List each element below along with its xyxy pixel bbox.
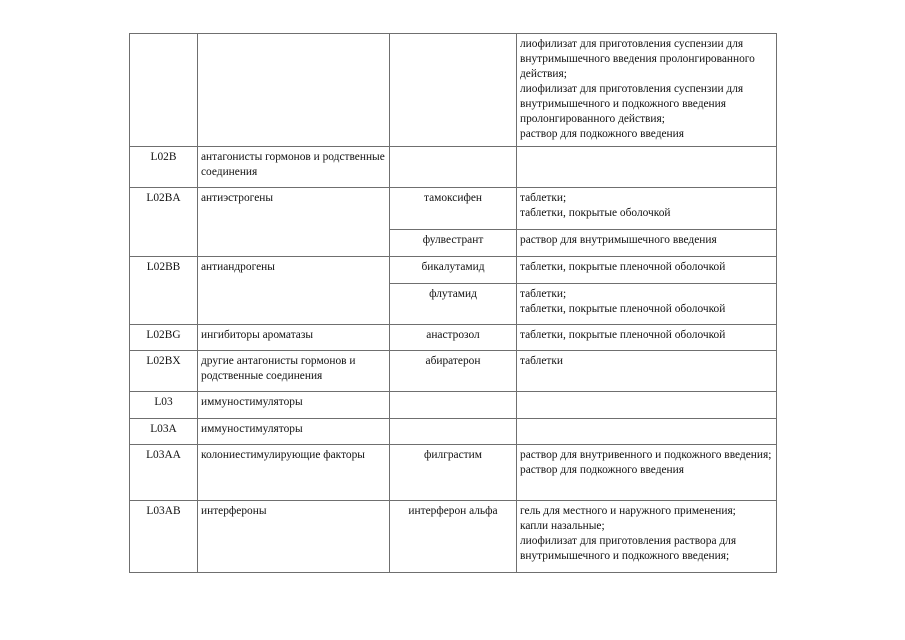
group-cell: колониестимулирующие факторы <box>198 445 390 501</box>
atc-code-cell: L03AB <box>130 501 198 573</box>
table-row <box>130 34 777 147</box>
dosage-form: таблетки <box>520 355 564 367</box>
dosage-form: таблетки, покрытые пленочной оболочкой <box>520 261 726 273</box>
atc-code-cell: L02BB <box>130 257 198 325</box>
group-cell: интерфероны <box>198 501 390 573</box>
group-cell: антиандрогены <box>198 257 390 325</box>
atc-code-cell: L03 <box>130 392 198 419</box>
table-row <box>130 419 777 445</box>
drug-name-cell <box>390 419 517 445</box>
table-row <box>130 147 777 188</box>
table-row <box>130 501 777 573</box>
group-cell: антиэстрогены <box>198 188 390 257</box>
table-row <box>130 325 777 351</box>
drug-name-cell: флутамид <box>390 284 517 325</box>
group-cell: другие антагонисты гормонов и родственные соединения <box>198 351 390 392</box>
dosage-forms-cell <box>517 351 777 392</box>
atc-code-cell <box>130 34 198 147</box>
atc-code-cell: L02BX <box>130 351 198 392</box>
atc-code-cell: L02BA <box>130 188 198 257</box>
dosage-forms-cell <box>517 188 777 230</box>
drug-name-cell: абиратерон <box>390 351 517 392</box>
dosage-form: лиофилизат для приготовления суспензии для внутримышечного и подкожного введения пролонгированного действия; <box>520 83 744 125</box>
table-row <box>130 392 777 419</box>
dosage-form: раствор для подкожного введения <box>520 128 684 140</box>
atc-code-cell: L02B <box>130 147 198 188</box>
dosage-form: лиофилизат для приготовления суспензии для внутримышечного введения пролонгированного действия; <box>520 38 755 80</box>
table-row <box>130 257 777 284</box>
drug-name-cell: анастрозол <box>390 325 517 351</box>
dosage-form: таблетки; <box>520 288 567 300</box>
group-cell: ингибиторы ароматазы <box>198 325 390 351</box>
atc-code-cell: L03A <box>130 419 198 445</box>
table-row <box>130 188 777 230</box>
dosage-form: раствор для внутривенного и подкожного введения; <box>520 449 772 461</box>
dosage-forms-cell <box>517 284 777 325</box>
group-cell <box>198 34 390 147</box>
dosage-form: таблетки, покрытые пленочной оболочкой <box>520 303 726 315</box>
drug-name-cell: тамоксифен <box>390 188 517 230</box>
table-row <box>130 445 777 501</box>
atc-code-cell: L02BG <box>130 325 198 351</box>
dosage-forms-cell <box>517 325 777 351</box>
dosage-form: капли назальные; <box>520 520 605 532</box>
dosage-forms-cell <box>517 419 777 445</box>
dosage-forms-cell <box>517 445 777 501</box>
dosage-form: раствор для внутримышечного введения <box>520 234 717 246</box>
group-cell: иммуностимуляторы <box>198 392 390 419</box>
dosage-form: лиофилизат для приготовления раствора для внутримышечного и подкожного введения; <box>520 535 737 562</box>
group-cell: иммуностимуляторы <box>198 419 390 445</box>
drug-name-cell <box>390 147 517 188</box>
drug-name-cell <box>390 392 517 419</box>
drug-name-cell <box>390 34 517 147</box>
atc-code-cell: L03AA <box>130 445 198 501</box>
drug-name-cell: интерферон альфа <box>390 501 517 573</box>
table-row <box>130 351 777 392</box>
group-cell: антагонисты гормонов и родственные соединения <box>198 147 390 188</box>
dosage-forms-cell <box>517 392 777 419</box>
dosage-forms-cell <box>517 34 777 147</box>
dosage-forms-cell <box>517 230 777 257</box>
drug-name-cell: фулвестрант <box>390 230 517 257</box>
dosage-forms-cell <box>517 501 777 573</box>
drug-name-cell: бикалутамид <box>390 257 517 284</box>
dosage-forms-cell <box>517 147 777 188</box>
dosage-form: таблетки; <box>520 192 567 204</box>
dosage-form: таблетки, покрытые оболочкой <box>520 207 671 219</box>
dosage-forms-cell <box>517 257 777 284</box>
dosage-form: таблетки, покрытые пленочной оболочкой <box>520 329 726 341</box>
dosage-form: раствор для подкожного введения <box>520 464 684 476</box>
dosage-form: гель для местного и наружного применения; <box>520 505 736 517</box>
drug-name-cell: филграстим <box>390 445 517 501</box>
drug-table <box>129 33 777 573</box>
